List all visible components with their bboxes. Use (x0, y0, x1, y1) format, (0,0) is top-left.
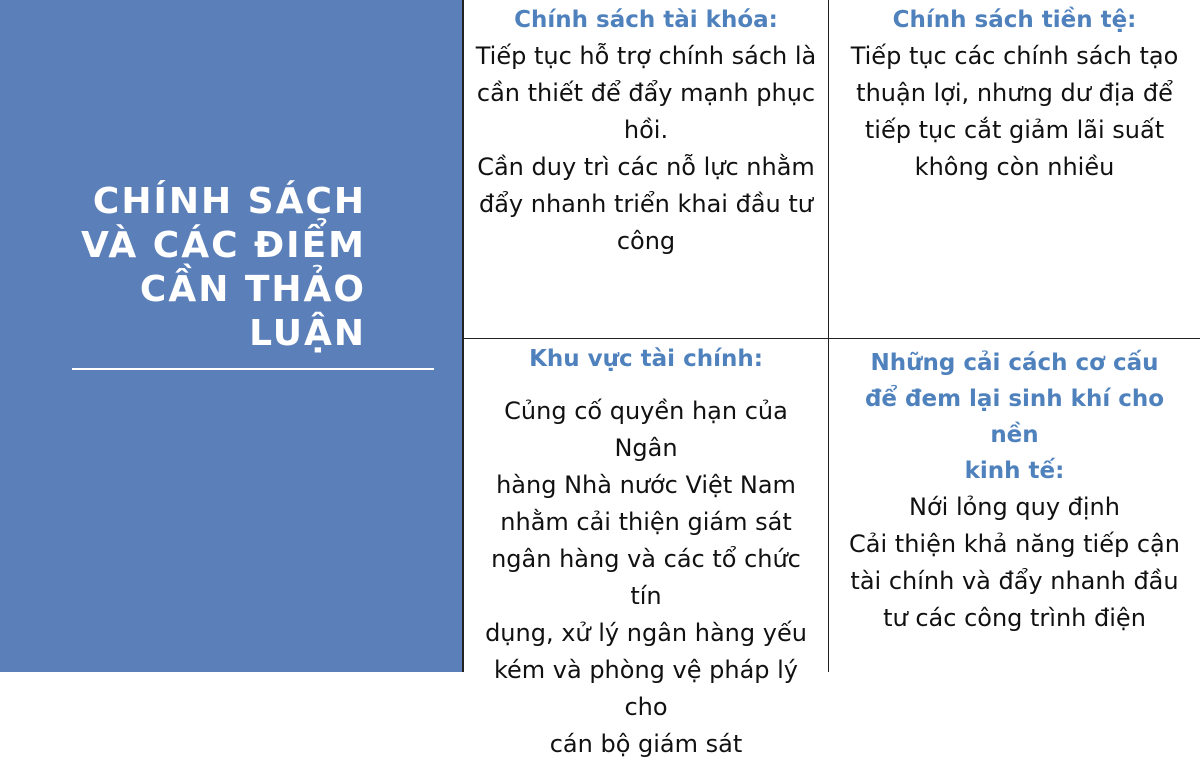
title-underline (72, 368, 434, 370)
text-line: không còn nhiều (914, 153, 1115, 181)
text-line: nhằm cải thiện giám sát (500, 508, 792, 536)
text-line: dụng, xử lý ngân hàng yếu (485, 619, 807, 647)
structural-reforms-heading (839, 345, 1190, 489)
text-line: Củng cố quyền hạn của Ngân (504, 397, 788, 462)
text-line: thuận lợi, nhưng dư địa để (856, 79, 1173, 107)
monetary-policy-heading: Chính sách tiền tệ: (892, 7, 1137, 33)
fiscal-policy-cell (464, 0, 828, 338)
text-line: cán bộ giám sát (549, 730, 743, 758)
title-line: CẦN THẢO (139, 269, 366, 310)
title-line: VÀ CÁC ĐIỂM (80, 225, 366, 266)
text-line: Tiếp tục hỗ trợ chính sách là (475, 42, 817, 70)
text-line: ngân hàng và các tổ chức tín (491, 545, 801, 610)
text-line: cần thiết để đẩy mạnh phục (476, 79, 816, 107)
text-line: hồi. (623, 116, 669, 144)
heading-line: Những cải cách cơ cấu (870, 350, 1159, 376)
financial-sector-heading: Khu vực tài chính: (529, 346, 763, 372)
monetary-policy-cell (829, 0, 1200, 338)
financial-sector-text (474, 393, 818, 763)
text-line: đẩy nhanh triển khai đầu tư (478, 190, 814, 218)
fiscal-policy-heading: Chính sách tài khóa: (514, 7, 778, 33)
heading-line: để đem lại sinh khí cho nền (864, 386, 1165, 448)
section-title (6, 180, 366, 356)
text-line: tư các công trình điện (883, 604, 1146, 632)
text-line: công (616, 227, 676, 255)
fiscal-policy-text (474, 38, 818, 260)
heading-line: kinh tế: (964, 458, 1065, 484)
text-line: Nới lỏng quy định (909, 493, 1120, 521)
text-line: tiếp tục cắt giảm lãi suất (864, 116, 1165, 144)
title-line: LUẬN (249, 313, 366, 354)
structural-reforms-cell (829, 339, 1200, 672)
text-line: tài chính và đẩy nhanh đầu (850, 567, 1179, 595)
text-line: Tiếp tục các chính sách tạo (850, 42, 1179, 70)
left-title-panel (0, 0, 462, 672)
text-line: Cần duy trì các nỗ lực nhằm (477, 153, 815, 181)
financial-sector-cell (464, 339, 828, 758)
text-line: hàng Nhà nước Việt Nam (496, 471, 796, 499)
title-line: CHÍNH SÁCH (92, 181, 366, 222)
monetary-policy-text (839, 38, 1190, 186)
text-line: Cải thiện khả năng tiếp cận (849, 530, 1180, 558)
text-line: kém và phòng vệ pháp lý cho (493, 656, 799, 721)
structural-reforms-text (839, 489, 1190, 637)
